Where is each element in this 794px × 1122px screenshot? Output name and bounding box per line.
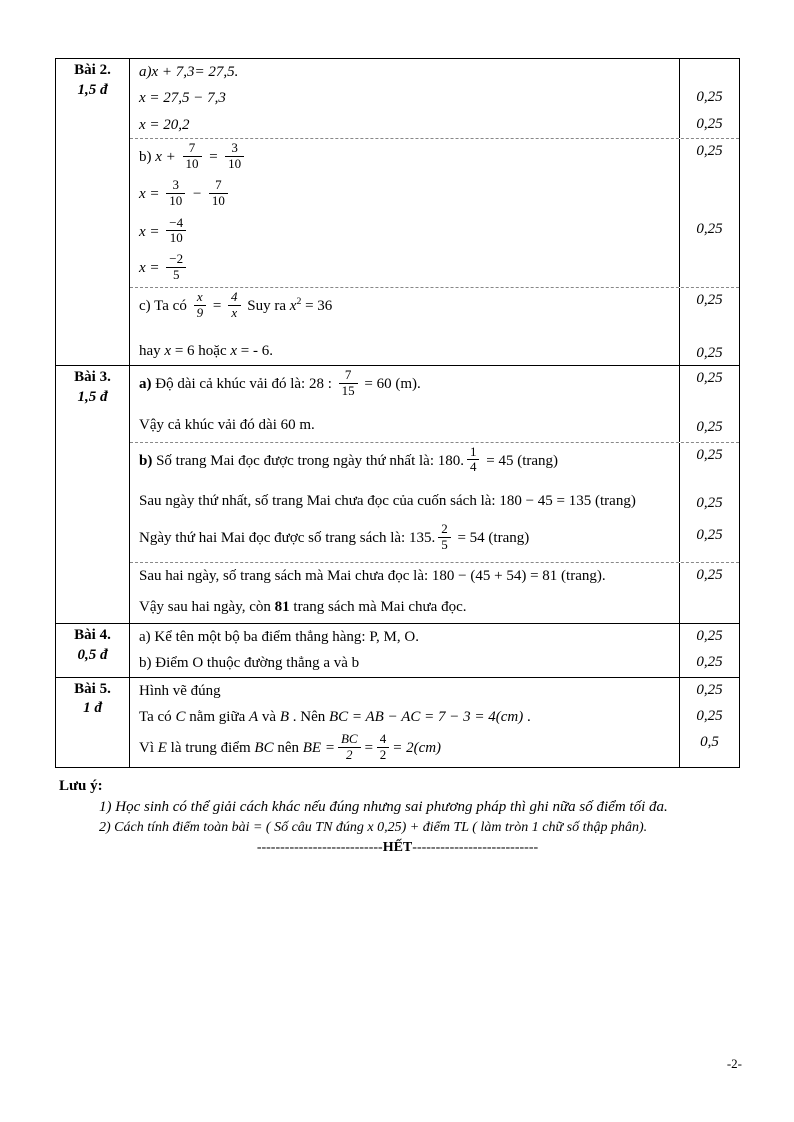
problem-points-total: 1,5 đ xyxy=(77,388,108,405)
fraction-denominator: 9 xyxy=(196,305,204,321)
fraction-numerator: −2 xyxy=(166,252,186,268)
solution-section xyxy=(130,366,739,441)
text-segment: B xyxy=(279,708,289,725)
solution-line xyxy=(130,650,679,676)
text-segment: x xyxy=(289,298,297,315)
fraction xyxy=(228,290,241,321)
solution-line xyxy=(130,250,679,287)
text-segment: = - 6. xyxy=(237,343,274,360)
text-segment: là trung điểm xyxy=(166,739,255,756)
fraction xyxy=(377,732,390,763)
fraction-denominator: 10 xyxy=(185,155,199,171)
text-segment: b) xyxy=(139,452,153,469)
text-segment: Số trang Mai đọc được trong ngày thứ nhất là: xyxy=(152,452,438,469)
fraction-denominator: 15 xyxy=(341,383,355,399)
text-segment: Vậy sau hai ngày, còn xyxy=(139,598,275,615)
text-segment: x = xyxy=(139,185,164,202)
note-line-1: 1) Học sinh có thể giải cách khác nếu đúng nhưng sai phương pháp thì ghi nữa số điểm tối đa. xyxy=(99,798,668,815)
solution-line xyxy=(130,730,679,767)
points-value: 0,25 xyxy=(679,704,739,730)
fraction xyxy=(438,522,451,553)
fraction-numerator: 3 xyxy=(166,178,185,194)
text-segment: x = 27,5 − 7,3 xyxy=(139,90,226,107)
fraction-numerator: 7 xyxy=(339,368,358,384)
text-segment: x = xyxy=(139,223,164,240)
problem-label: Bài 5. xyxy=(74,680,111,697)
fraction-denominator: 4 xyxy=(469,459,477,475)
fraction xyxy=(338,732,361,763)
problem-label-cell xyxy=(56,678,130,767)
text-segment: A xyxy=(248,708,259,725)
answer-row xyxy=(56,623,739,677)
solution-section xyxy=(130,562,739,624)
text-segment: (trang) xyxy=(591,493,636,510)
points-value: 0,25 xyxy=(679,139,739,176)
solution-line xyxy=(130,563,679,589)
text-segment: BC xyxy=(254,739,274,756)
end-dashes-right: --------------------------- xyxy=(412,840,539,856)
points-value: 0,25 xyxy=(679,325,739,365)
text-segment: E xyxy=(157,739,167,756)
points-value: 0,25 xyxy=(679,563,739,589)
notes-section xyxy=(55,778,740,856)
fraction-numerator: x xyxy=(194,290,207,306)
solution-cell xyxy=(130,678,739,767)
solution-line xyxy=(130,678,679,704)
fraction-denominator: 5 xyxy=(172,267,180,283)
fraction-numerator: 1 xyxy=(467,445,480,461)
notes-title: Lưu ý: xyxy=(59,777,103,794)
text-segment: x xyxy=(155,148,162,165)
points-value xyxy=(679,59,739,85)
fraction xyxy=(225,141,244,172)
problem-points-total: 1 đ xyxy=(83,700,102,716)
solution-section xyxy=(130,678,739,767)
text-segment: BC = AB − AC = 7 − 3 = 4(cm) xyxy=(329,708,524,725)
answer-row xyxy=(56,59,739,365)
fraction-numerator: −4 xyxy=(166,216,186,232)
answer-table xyxy=(55,58,740,768)
text-segment: C xyxy=(175,708,186,725)
problem-points-total: 1,5 đ xyxy=(77,81,108,98)
points-value: 0,25 xyxy=(679,650,739,676)
text-segment: a) Kể tên một bộ ba điểm thẳng hàng: P, M, O. xyxy=(139,629,419,645)
text-segment: x = 20,2 xyxy=(139,116,190,133)
answer-row xyxy=(56,365,739,623)
text-segment: 135. xyxy=(408,529,436,546)
text-segment: 2 xyxy=(296,296,302,308)
points-value: 0,25 xyxy=(679,112,739,138)
text-segment: trang sách mà Mai chưa đọc. xyxy=(289,598,467,615)
fraction-numerator: 4 xyxy=(377,732,390,748)
solution-line xyxy=(130,213,679,251)
end-dashes-left: --------------------------- xyxy=(256,840,383,856)
text-segment: x xyxy=(230,343,238,360)
fraction xyxy=(209,178,228,209)
problem-label-cell xyxy=(56,366,130,623)
points-value: 0,25 xyxy=(679,678,739,704)
text-segment: Hình vẽ đúng xyxy=(139,682,221,699)
text-segment: BE = xyxy=(302,739,335,756)
solution-cell xyxy=(130,59,739,365)
fraction xyxy=(166,252,186,283)
text-segment: x xyxy=(164,343,172,360)
fraction-numerator: 7 xyxy=(183,141,202,157)
text-segment: = xyxy=(363,739,374,756)
points-value: 0,25 xyxy=(679,515,739,562)
text-segment: Sau ngày thứ nhất, số trang Mai chưa đọc của cuốn sách là: xyxy=(139,493,500,510)
points-value: 0,25 xyxy=(679,443,739,480)
solution-section xyxy=(130,287,739,365)
points-value: 0,25 xyxy=(679,366,739,403)
problem-label: Bài 3. xyxy=(74,369,111,386)
points-value: 0,25 xyxy=(679,288,739,325)
text-segment: nên xyxy=(273,739,303,756)
problem-label: Bài 4. xyxy=(74,627,111,643)
solution-line xyxy=(130,704,679,730)
fraction-denominator: 10 xyxy=(211,192,225,208)
text-segment: = xyxy=(204,148,223,165)
points-value: 0,25 xyxy=(679,403,739,441)
solution-line xyxy=(130,59,679,85)
fraction-denominator: 5 xyxy=(441,536,448,552)
solution-line xyxy=(130,288,679,325)
text-segment: a) xyxy=(139,376,152,393)
text-segment: nằm giữa xyxy=(185,708,249,725)
text-segment: Vì xyxy=(139,739,158,756)
text-segment: Ta có xyxy=(139,708,176,725)
solution-line xyxy=(130,479,679,514)
text-segment: = 54 (trang) xyxy=(453,529,530,546)
text-segment: = 45 (trang) xyxy=(482,452,559,469)
fraction-denominator: 10 xyxy=(169,192,183,208)
text-segment: Suy ra xyxy=(243,298,290,315)
text-segment: = 6 hoặc xyxy=(171,343,231,360)
solution-section xyxy=(130,59,739,138)
problem-label-cell xyxy=(56,624,130,677)
end-label: HẾT xyxy=(382,840,413,856)
solution-line xyxy=(130,366,679,403)
page-number: -2- xyxy=(726,1056,742,1071)
fraction xyxy=(339,368,358,399)
solution-cell xyxy=(130,624,739,677)
text-segment: b) xyxy=(139,148,156,165)
fraction xyxy=(194,290,207,321)
points-value: 0,25 xyxy=(679,624,739,650)
fraction-numerator: 4 xyxy=(228,290,241,306)
text-segment: . xyxy=(523,708,531,725)
text-segment: và xyxy=(258,708,280,725)
note-line-2: 2) Cách tính điểm toàn bài = ( Số câu TN đúng x 0,25) + điểm TL ( làm tròn 1 chữ số thập phân). xyxy=(99,820,648,836)
points-value: 0,25 xyxy=(679,85,739,111)
text-segment: − xyxy=(188,185,206,202)
fraction-denominator: 2 xyxy=(346,746,353,762)
solution-section xyxy=(130,138,739,288)
points-value xyxy=(679,589,739,623)
text-segment: = 60 (m). xyxy=(360,376,421,393)
fraction-numerator: 7 xyxy=(209,178,228,194)
points-value: 0,5 xyxy=(679,730,739,767)
answer-row xyxy=(56,677,739,767)
fraction-denominator: 10 xyxy=(228,155,242,171)
text-segment: 180 − 45 = 135 xyxy=(499,493,592,510)
text-segment: c) Ta có xyxy=(139,298,191,315)
points-value xyxy=(679,176,739,213)
text-segment: (trang). xyxy=(557,567,606,584)
fraction-denominator: 10 xyxy=(169,230,183,246)
solution-line xyxy=(130,624,679,650)
text-segment: 180 − (45 + 54) = 81 xyxy=(431,567,558,584)
text-segment: Ngày thứ hai Mai đọc được số trang sách là: xyxy=(139,529,409,546)
fraction-denominator: 2 xyxy=(379,746,387,762)
text-segment: b) Điểm O thuộc đường thẳng a và b xyxy=(139,655,360,672)
fraction-numerator: 2 xyxy=(438,522,451,538)
text-segment: = xyxy=(209,298,226,315)
solution-line xyxy=(130,85,679,111)
solution-section xyxy=(130,442,739,562)
text-segment: x = xyxy=(139,260,164,277)
problem-label-cell xyxy=(56,59,130,365)
text-segment: Sau hai ngày, số trang sách mà Mai chưa đọc là: xyxy=(139,567,432,584)
text-segment: = 2(cm) xyxy=(392,739,442,756)
text-segment: . Nên xyxy=(289,708,329,725)
text-segment: 180. xyxy=(437,452,464,469)
text-segment: Vậy cả khúc vải đó dài 60 m. xyxy=(139,417,315,434)
fraction xyxy=(183,141,202,172)
points-value: 0,25 xyxy=(679,213,739,251)
text-segment: = 36 xyxy=(301,298,333,315)
text-segment: a)x + 7,3= 27,5. xyxy=(139,64,239,80)
problem-points-total: 0,5 đ xyxy=(77,646,108,663)
solution-line xyxy=(130,139,679,176)
solution-cell xyxy=(130,366,739,623)
text-segment: hay xyxy=(139,343,165,360)
text-segment: + xyxy=(161,148,180,165)
solution-line xyxy=(130,325,679,365)
fraction xyxy=(166,216,186,247)
end-marker xyxy=(55,840,740,856)
solution-section xyxy=(130,624,739,677)
text-segment: 28 : xyxy=(308,376,336,393)
points-value: 0,25 xyxy=(679,479,739,514)
fraction-denominator: x xyxy=(231,305,238,321)
fraction-numerator: BC xyxy=(338,732,361,748)
fraction xyxy=(467,445,480,476)
solution-line xyxy=(130,176,679,213)
solution-line xyxy=(130,443,679,480)
solution-line xyxy=(130,112,679,138)
points-value xyxy=(679,250,739,287)
problem-label: Bài 2. xyxy=(74,62,111,78)
text-segment: Độ dài cả khúc vải đó là: xyxy=(151,376,309,393)
fraction-numerator: 3 xyxy=(225,141,244,157)
text-segment: 81 xyxy=(274,598,290,615)
solution-line xyxy=(130,589,679,623)
solution-line xyxy=(130,403,679,441)
fraction xyxy=(166,178,185,209)
solution-line xyxy=(130,515,679,562)
